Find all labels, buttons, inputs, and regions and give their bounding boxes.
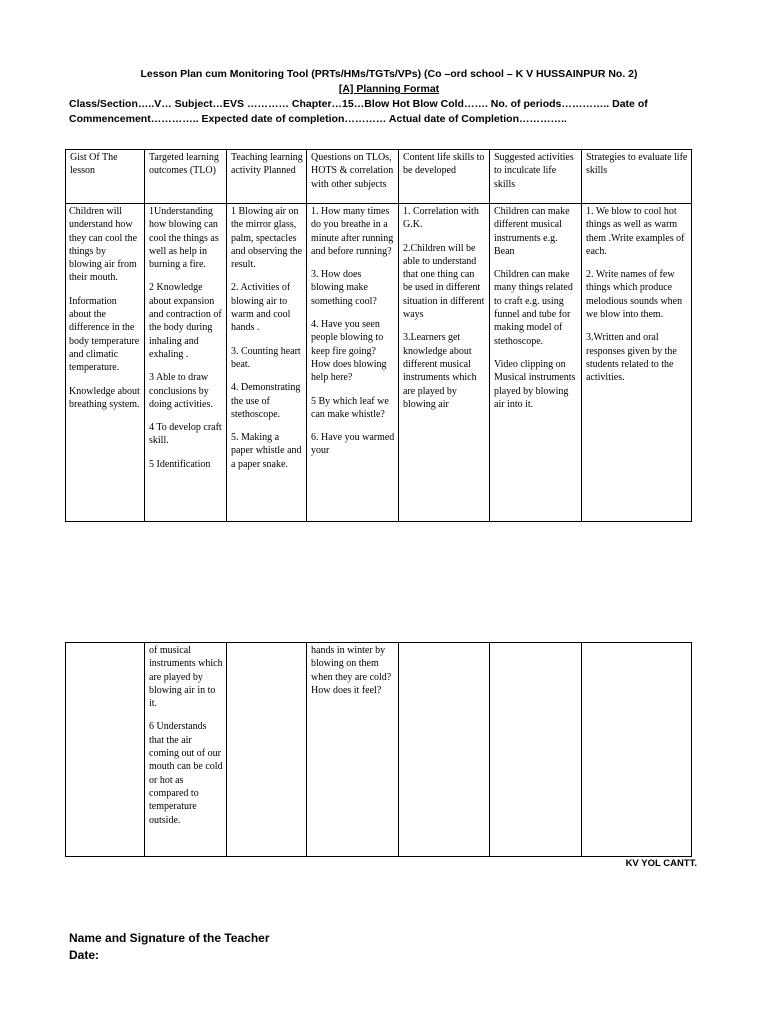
header-row xyxy=(66,150,692,204)
cell-paragraph: of musical instruments which are played by blowing air in to it. xyxy=(149,645,223,710)
questions-cell xyxy=(307,204,399,522)
tlo-cell xyxy=(145,204,227,522)
activity-cell xyxy=(227,643,307,857)
cell-paragraph: 2. Activities of blowing air to warm and cool hands . xyxy=(231,282,291,334)
document-title: Lesson Plan cum Monitoring Tool (PRTs/HMs/TGTs/VPs) (Co –ord school – K V HUSSAINPUR No. 2) xyxy=(140,68,638,80)
cell-paragraph: 4 To develop craft skill. xyxy=(149,422,222,447)
lesson-plan-table-page2 xyxy=(65,642,692,857)
content-row xyxy=(66,204,692,522)
cell-paragraph: Children can make different musical instruments e.g. Bean xyxy=(494,206,570,257)
cell-paragraph: 1Understanding how blowing can cool the things as well as help in burning a fire. xyxy=(149,206,219,271)
cell-paragraph: 5 By which leaf we can make whistle? xyxy=(311,395,389,420)
cell-paragraph: 1. We blow to cool hot things as well as warm them .Write examples of each. xyxy=(586,206,685,257)
tlo-cell xyxy=(145,643,227,857)
cell-paragraph: 5 Identification xyxy=(149,458,211,470)
cell-paragraph: 5. Making a paper whistle and a paper snake. xyxy=(231,432,302,470)
suggested-activities-cell xyxy=(490,643,582,857)
cell-paragraph: 2 Knowledge about expansion and contraction of the body during inhaling and exhaling . xyxy=(149,282,222,360)
cell-paragraph: 4. Demonstrating the use of stethoscope. xyxy=(231,382,301,420)
column-header: Gist Of The lesson xyxy=(66,150,145,204)
lesson-plan-table-page1 xyxy=(65,149,692,522)
column-header: Teaching learning activity Planned xyxy=(227,150,307,204)
cell-paragraph: Information about the difference in the body temperature and climatic temperature. xyxy=(69,295,140,374)
cell-paragraph: 2. Write names of few things which produce melodious sounds when we blow into them. xyxy=(586,269,683,321)
cell-paragraph: 3. Counting heart beat. xyxy=(231,345,301,370)
cell-paragraph: Children can make many things related to craft e.g. using funnel and tube for making model of stethoscope. xyxy=(494,269,573,347)
column-header: Targeted learning outcomes (TLO) xyxy=(145,150,227,204)
content-life-skills-cell xyxy=(399,643,490,857)
cell-paragraph: 3.Learners get knowledge about different musical instruments which are played by blowing air xyxy=(403,332,477,410)
planning-format-heading: [A] Planning Format xyxy=(338,83,440,95)
activity-cell xyxy=(227,204,307,522)
gist-cell xyxy=(66,643,145,857)
class-subject-line: Class/Section…..V… Subject…EVS ………… Chapter…15…Blow Hot Blow Cold……. No. of periods………….. Date of xyxy=(69,98,648,110)
questions-cell xyxy=(307,643,399,857)
cell-paragraph: Video clipping on Musical instruments played by blowing air into it. xyxy=(494,358,576,410)
date-label: Date: xyxy=(69,948,100,962)
cell-paragraph: 2.Children will be able to understand that one thing can be used in different situation in different ways xyxy=(403,242,485,321)
column-header: Suggested activities to inculcate life skills xyxy=(490,150,582,204)
column-header: Questions on TLOs, HOTS & correlation with other subjects xyxy=(307,150,399,204)
column-header: Content life skills to be developed xyxy=(399,150,490,204)
continued-row xyxy=(66,643,692,857)
cell-paragraph: Knowledge about breathing system. xyxy=(69,385,140,410)
evaluation-strategies-cell xyxy=(582,643,692,857)
school-footer: KV YOL CANTT. xyxy=(625,858,697,869)
cell-paragraph: 3 Able to draw conclusions by doing activities. xyxy=(149,372,213,410)
cell-paragraph: 3. How does blowing make something cool? xyxy=(311,269,377,307)
cell-paragraph: Children will understand how they can cool the things by blowing air from their mouth. xyxy=(69,206,138,284)
cell-paragraph: 1. Correlation with G.K. xyxy=(403,206,479,231)
cell-paragraph: hands in winter by blowing on them when they are cold? How does it feel? xyxy=(311,645,392,696)
column-header: Strategies to evaluate life skills xyxy=(582,150,692,204)
cell-paragraph: 1 Blowing air on the mirror glass, palm, spectacles and observing the result. xyxy=(231,206,303,271)
cell-paragraph: 4. Have you seen people blowing to keep fire going? How does blowing help here? xyxy=(311,319,387,384)
gist-cell xyxy=(66,204,145,522)
cell-paragraph: 3.Written and oral responses given by the students related to the activities. xyxy=(586,332,677,384)
content-life-skills-cell xyxy=(399,204,490,522)
cell-paragraph: 6. Have you warmed your xyxy=(311,432,395,457)
cell-paragraph: 1. How many times do you breathe in a minute after running and before running? xyxy=(311,206,394,257)
cell-paragraph: 6 Understands that the air coming out of our mouth can be cold or hot as compared to temperature outside. xyxy=(149,721,223,826)
suggested-activities-cell xyxy=(490,204,582,522)
evaluation-strategies-cell xyxy=(582,204,692,522)
signature-label: Name and Signature of the Teacher xyxy=(69,931,270,945)
commencement-line: Commencement………….. Expected date of completion………… Actual date of Completion………….. xyxy=(69,113,567,125)
